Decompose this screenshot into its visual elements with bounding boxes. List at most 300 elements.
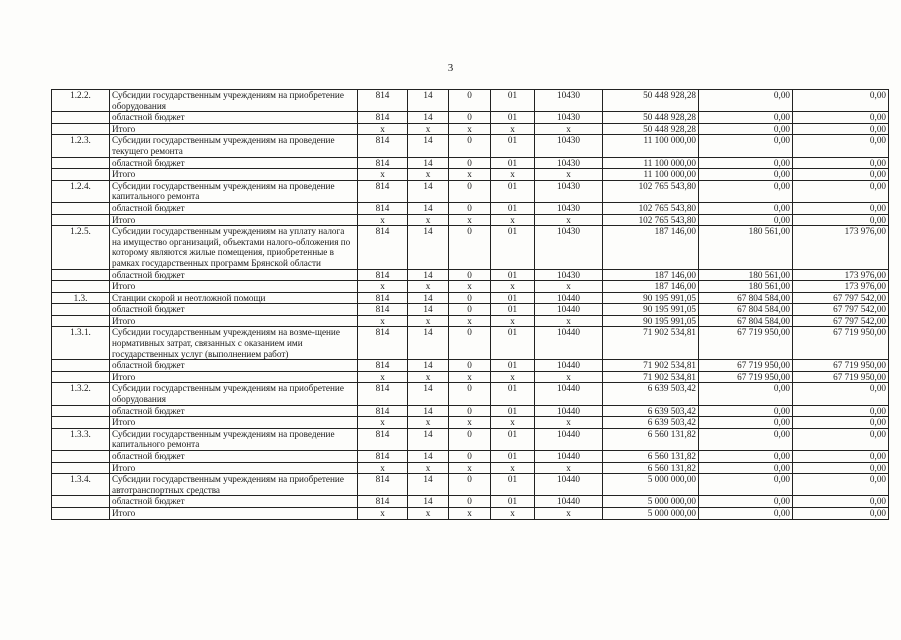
code-program: 0 — [449, 304, 491, 316]
code-admin: x — [358, 507, 408, 519]
page-number: 3 — [447, 62, 454, 74]
code-subprogram: 01 — [491, 135, 535, 157]
row-number — [52, 202, 110, 214]
table-body — [52, 90, 889, 520]
code-admin: 814 — [358, 304, 408, 316]
amount-year-3: 0,00 — [793, 451, 889, 463]
code-subprogram: 01 — [491, 304, 535, 316]
amount-year-1: 102 765 543,80 — [603, 214, 699, 226]
code-program: x — [449, 462, 491, 474]
row-number: 1.3. — [52, 292, 110, 304]
code-direction: 10440 — [535, 405, 603, 417]
table-row — [52, 383, 889, 405]
amount-year-1: 6 639 503,42 — [603, 417, 699, 429]
row-name: Итого — [110, 371, 358, 383]
amount-year-1: 50 448 928,28 — [603, 112, 699, 124]
code-direction: 10430 — [535, 269, 603, 281]
code-direction: x — [535, 169, 603, 181]
amount-year-3: 0,00 — [793, 383, 889, 405]
row-name: Итого — [110, 214, 358, 226]
code-program: 0 — [449, 269, 491, 281]
code-section: 14 — [408, 226, 449, 269]
code-admin: 814 — [358, 383, 408, 405]
amount-year-3: 67 719 950,00 — [793, 360, 889, 372]
code-program: 0 — [449, 474, 491, 496]
code-subprogram: x — [491, 123, 535, 135]
code-direction: 10440 — [535, 327, 603, 360]
amount-year-3: 0,00 — [793, 112, 889, 124]
code-program: 0 — [449, 292, 491, 304]
code-section: 14 — [408, 304, 449, 316]
row-name: Субсидии государственным учреждениям на уплату налога на имущество организаций, объектами налого-обложения по которому являются жилые помещения, приобретенные в рамках государственных программ Брянской области — [110, 226, 358, 269]
row-number — [52, 269, 110, 281]
code-direction: x — [535, 315, 603, 327]
amount-year-1: 5 000 000,00 — [603, 507, 699, 519]
amount-year-2: 180 561,00 — [699, 281, 793, 293]
amount-year-2: 67 804 584,00 — [699, 304, 793, 316]
code-program: x — [449, 281, 491, 293]
code-program: 0 — [449, 405, 491, 417]
code-admin: 814 — [358, 327, 408, 360]
row-number — [52, 360, 110, 372]
amount-year-2: 0,00 — [699, 428, 793, 450]
code-admin: 814 — [358, 180, 408, 202]
amount-year-1: 50 448 928,28 — [603, 90, 699, 112]
code-section: 14 — [408, 90, 449, 112]
amount-year-1: 71 902 534,81 — [603, 327, 699, 360]
code-section: 14 — [408, 405, 449, 417]
row-name: областной бюджет — [110, 269, 358, 281]
amount-year-2: 0,00 — [699, 383, 793, 405]
row-number — [52, 112, 110, 124]
amount-year-1: 5 000 000,00 — [603, 474, 699, 496]
code-subprogram: 01 — [491, 428, 535, 450]
code-section: 14 — [408, 292, 449, 304]
table-row — [52, 371, 889, 383]
code-subprogram: 01 — [491, 90, 535, 112]
code-direction: 10440 — [535, 292, 603, 304]
code-subprogram: 01 — [491, 451, 535, 463]
row-name: Итого — [110, 507, 358, 519]
row-name: Итого — [110, 281, 358, 293]
code-section: 14 — [408, 135, 449, 157]
row-name: Итого — [110, 462, 358, 474]
row-name: областной бюджет — [110, 157, 358, 169]
amount-year-2: 0,00 — [699, 496, 793, 508]
row-number — [52, 315, 110, 327]
code-direction: 10430 — [535, 90, 603, 112]
code-admin: x — [358, 315, 408, 327]
amount-year-1: 11 100 000,00 — [603, 135, 699, 157]
amount-year-2: 67 804 584,00 — [699, 292, 793, 304]
row-number: 1.2.2. — [52, 90, 110, 112]
code-subprogram: x — [491, 462, 535, 474]
code-admin: x — [358, 214, 408, 226]
row-name: Субсидии государственным учреждениям на приобретение оборудования — [110, 383, 358, 405]
code-direction: 10440 — [535, 496, 603, 508]
amount-year-3: 0,00 — [793, 474, 889, 496]
amount-year-1: 90 195 991,05 — [603, 292, 699, 304]
code-program: 0 — [449, 360, 491, 372]
code-admin: 814 — [358, 451, 408, 463]
code-program: x — [449, 371, 491, 383]
amount-year-1: 187 146,00 — [603, 226, 699, 269]
row-name: Субсидии государственным учреждениям на проведение капитального ремонта — [110, 180, 358, 202]
code-program: x — [449, 417, 491, 429]
code-subprogram: 01 — [491, 269, 535, 281]
code-direction: 10440 — [535, 428, 603, 450]
amount-year-1: 71 902 534,81 — [603, 360, 699, 372]
row-name: Субсидии государственным учреждениям на приобретение оборудования — [110, 90, 358, 112]
code-subprogram: 01 — [491, 202, 535, 214]
amount-year-1: 187 146,00 — [603, 281, 699, 293]
row-number — [52, 462, 110, 474]
row-number — [52, 123, 110, 135]
row-number — [52, 371, 110, 383]
code-subprogram: 01 — [491, 327, 535, 360]
code-direction: 10440 — [535, 360, 603, 372]
table-row — [52, 112, 889, 124]
code-admin: 814 — [358, 428, 408, 450]
code-section: x — [408, 417, 449, 429]
amount-year-2: 0,00 — [699, 451, 793, 463]
table-row — [52, 169, 889, 181]
row-name: Субсидии государственным учреждениям на проведение капитального ремонта — [110, 428, 358, 450]
row-number: 1.3.2. — [52, 383, 110, 405]
amount-year-3: 0,00 — [793, 214, 889, 226]
budget-table — [51, 89, 889, 520]
code-subprogram: 01 — [491, 157, 535, 169]
code-subprogram: 01 — [491, 405, 535, 417]
code-section: x — [408, 371, 449, 383]
row-name: областной бюджет — [110, 451, 358, 463]
code-direction: 10430 — [535, 180, 603, 202]
row-number — [52, 507, 110, 519]
code-direction: x — [535, 123, 603, 135]
amount-year-2: 0,00 — [699, 135, 793, 157]
row-name: Станции скорой и неотложной помощи — [110, 292, 358, 304]
amount-year-3: 0,00 — [793, 417, 889, 429]
amount-year-3: 67 797 542,00 — [793, 292, 889, 304]
code-admin: 814 — [358, 496, 408, 508]
amount-year-2: 0,00 — [699, 202, 793, 214]
code-direction: 10440 — [535, 304, 603, 316]
row-number: 1.2.5. — [52, 226, 110, 269]
row-number: 1.2.4. — [52, 180, 110, 202]
amount-year-1: 102 765 543,80 — [603, 202, 699, 214]
amount-year-1: 6 639 503,42 — [603, 405, 699, 417]
code-section: x — [408, 214, 449, 226]
amount-year-2: 0,00 — [699, 169, 793, 181]
code-section: 14 — [408, 157, 449, 169]
row-number — [52, 496, 110, 508]
code-program: 0 — [449, 135, 491, 157]
amount-year-1: 11 100 000,00 — [603, 169, 699, 181]
code-section: 14 — [408, 202, 449, 214]
code-program: 0 — [449, 157, 491, 169]
code-section: 14 — [408, 360, 449, 372]
amount-year-3: 0,00 — [793, 135, 889, 157]
code-program: 0 — [449, 496, 491, 508]
code-program: 0 — [449, 90, 491, 112]
amount-year-2: 0,00 — [699, 474, 793, 496]
amount-year-3: 0,00 — [793, 90, 889, 112]
code-subprogram: x — [491, 169, 535, 181]
table-row — [52, 405, 889, 417]
code-section: 14 — [408, 269, 449, 281]
amount-year-2: 0,00 — [699, 462, 793, 474]
amount-year-3: 0,00 — [793, 180, 889, 202]
code-subprogram: 01 — [491, 496, 535, 508]
code-admin: x — [358, 417, 408, 429]
code-direction: x — [535, 281, 603, 293]
table-row — [52, 315, 889, 327]
row-number — [52, 304, 110, 316]
table-row — [52, 292, 889, 304]
table-row — [52, 214, 889, 226]
code-subprogram: 01 — [491, 226, 535, 269]
amount-year-3: 67 797 542,00 — [793, 315, 889, 327]
code-section: 14 — [408, 451, 449, 463]
code-section: x — [408, 281, 449, 293]
amount-year-1: 5 000 000,00 — [603, 496, 699, 508]
table-row — [52, 417, 889, 429]
row-name: Итого — [110, 315, 358, 327]
code-subprogram: x — [491, 315, 535, 327]
row-number: 1.2.3. — [52, 135, 110, 157]
amount-year-1: 6 560 131,82 — [603, 462, 699, 474]
code-program: x — [449, 169, 491, 181]
code-direction: x — [535, 462, 603, 474]
code-subprogram: x — [491, 371, 535, 383]
row-name: областной бюджет — [110, 496, 358, 508]
amount-year-2: 67 719 950,00 — [699, 327, 793, 360]
code-admin: 814 — [358, 405, 408, 417]
code-subprogram: x — [491, 281, 535, 293]
code-admin: x — [358, 169, 408, 181]
code-direction: 10430 — [535, 157, 603, 169]
code-admin: 814 — [358, 90, 408, 112]
amount-year-2: 67 719 950,00 — [699, 360, 793, 372]
code-section: 14 — [408, 180, 449, 202]
code-admin: 814 — [358, 202, 408, 214]
code-direction: 10440 — [535, 474, 603, 496]
amount-year-2: 0,00 — [699, 214, 793, 226]
table-row — [52, 304, 889, 316]
amount-year-1: 6 560 131,82 — [603, 451, 699, 463]
code-admin: x — [358, 281, 408, 293]
amount-year-3: 67 719 950,00 — [793, 371, 889, 383]
amount-year-3: 0,00 — [793, 123, 889, 135]
row-name: областной бюджет — [110, 202, 358, 214]
code-direction: 10430 — [535, 135, 603, 157]
row-name: областной бюджет — [110, 360, 358, 372]
amount-year-3: 173 976,00 — [793, 269, 889, 281]
code-program: 0 — [449, 383, 491, 405]
amount-year-2: 67 719 950,00 — [699, 371, 793, 383]
amount-year-1: 50 448 928,28 — [603, 123, 699, 135]
table-row — [52, 269, 889, 281]
code-program: 0 — [449, 226, 491, 269]
code-subprogram: x — [491, 507, 535, 519]
code-subprogram: x — [491, 417, 535, 429]
amount-year-2: 0,00 — [699, 157, 793, 169]
amount-year-3: 173 976,00 — [793, 281, 889, 293]
amount-year-1: 11 100 000,00 — [603, 157, 699, 169]
table-row — [52, 428, 889, 450]
code-section: 14 — [408, 474, 449, 496]
table-row — [52, 451, 889, 463]
code-admin: 814 — [358, 112, 408, 124]
code-section: x — [408, 507, 449, 519]
code-direction: 10440 — [535, 451, 603, 463]
code-subprogram: 01 — [491, 360, 535, 372]
code-subprogram: x — [491, 214, 535, 226]
table-row — [52, 157, 889, 169]
code-subprogram: 01 — [491, 474, 535, 496]
code-direction: x — [535, 371, 603, 383]
code-program: 0 — [449, 451, 491, 463]
row-number: 1.3.3. — [52, 428, 110, 450]
code-section: x — [408, 123, 449, 135]
amount-year-2: 180 561,00 — [699, 226, 793, 269]
amount-year-3: 0,00 — [793, 462, 889, 474]
table-row — [52, 202, 889, 214]
code-program: 0 — [449, 112, 491, 124]
row-name: Субсидии государственным учреждениям на возме-щение нормативных затрат, связанных с оказанием ими государственных услуг (выполнением работ) — [110, 327, 358, 360]
code-direction: 10430 — [535, 202, 603, 214]
code-program: 0 — [449, 428, 491, 450]
amount-year-2: 0,00 — [699, 123, 793, 135]
code-program: 0 — [449, 202, 491, 214]
row-name: Субсидии государственным учреждениям на приобретение автотранспортных средства — [110, 474, 358, 496]
table-row — [52, 496, 889, 508]
row-number: 1.3.4. — [52, 474, 110, 496]
code-section: 14 — [408, 428, 449, 450]
code-program: x — [449, 507, 491, 519]
row-number — [52, 281, 110, 293]
row-name: областной бюджет — [110, 405, 358, 417]
amount-year-3: 173 976,00 — [793, 226, 889, 269]
code-admin: 814 — [358, 474, 408, 496]
code-program: 0 — [449, 327, 491, 360]
code-admin: x — [358, 123, 408, 135]
row-number — [52, 157, 110, 169]
code-subprogram: 01 — [491, 112, 535, 124]
code-admin: 814 — [358, 269, 408, 281]
amount-year-3: 0,00 — [793, 496, 889, 508]
table-row — [52, 135, 889, 157]
amount-year-3: 67 719 950,00 — [793, 327, 889, 360]
code-subprogram: 01 — [491, 292, 535, 304]
amount-year-3: 67 797 542,00 — [793, 304, 889, 316]
amount-year-3: 0,00 — [793, 169, 889, 181]
row-name: Итого — [110, 417, 358, 429]
amount-year-1: 6 560 131,82 — [603, 428, 699, 450]
code-program: 0 — [449, 180, 491, 202]
row-number — [52, 214, 110, 226]
table-row — [52, 474, 889, 496]
row-name: Субсидии государственным учреждениям на проведение текущего ремонта — [110, 135, 358, 157]
row-number — [52, 451, 110, 463]
table-row — [52, 123, 889, 135]
code-direction: 10440 — [535, 383, 603, 405]
row-name: областной бюджет — [110, 112, 358, 124]
code-direction: x — [535, 507, 603, 519]
code-admin: 814 — [358, 292, 408, 304]
code-admin: 814 — [358, 157, 408, 169]
amount-year-1: 90 195 991,05 — [603, 315, 699, 327]
amount-year-1: 90 195 991,05 — [603, 304, 699, 316]
amount-year-3: 0,00 — [793, 507, 889, 519]
amount-year-1: 187 146,00 — [603, 269, 699, 281]
code-section: x — [408, 315, 449, 327]
amount-year-3: 0,00 — [793, 428, 889, 450]
table-row — [52, 180, 889, 202]
code-admin: x — [358, 462, 408, 474]
code-program: x — [449, 214, 491, 226]
table-row — [52, 507, 889, 519]
row-number — [52, 169, 110, 181]
code-program: x — [449, 315, 491, 327]
code-subprogram: 01 — [491, 383, 535, 405]
code-direction: x — [535, 417, 603, 429]
code-admin: 814 — [358, 360, 408, 372]
row-number — [52, 417, 110, 429]
amount-year-3: 0,00 — [793, 405, 889, 417]
amount-year-1: 6 639 503,42 — [603, 383, 699, 405]
code-admin: 814 — [358, 135, 408, 157]
code-direction: x — [535, 214, 603, 226]
row-number: 1.3.1. — [52, 327, 110, 360]
code-direction: 10430 — [535, 226, 603, 269]
code-direction: 10430 — [535, 112, 603, 124]
code-section: x — [408, 462, 449, 474]
amount-year-2: 67 804 584,00 — [699, 315, 793, 327]
code-section: 14 — [408, 327, 449, 360]
table-row — [52, 327, 889, 360]
row-number — [52, 405, 110, 417]
amount-year-1: 102 765 543,80 — [603, 180, 699, 202]
table-row — [52, 281, 889, 293]
amount-year-2: 0,00 — [699, 112, 793, 124]
table-row — [52, 226, 889, 269]
code-subprogram: 01 — [491, 180, 535, 202]
amount-year-2: 0,00 — [699, 405, 793, 417]
amount-year-3: 0,00 — [793, 202, 889, 214]
code-section: 14 — [408, 112, 449, 124]
code-section: 14 — [408, 496, 449, 508]
amount-year-2: 0,00 — [699, 507, 793, 519]
amount-year-2: 0,00 — [699, 90, 793, 112]
table-row — [52, 90, 889, 112]
amount-year-1: 71 902 534,81 — [603, 371, 699, 383]
amount-year-2: 0,00 — [699, 180, 793, 202]
amount-year-2: 180 561,00 — [699, 269, 793, 281]
table-row — [52, 360, 889, 372]
amount-year-3: 0,00 — [793, 157, 889, 169]
code-section: 14 — [408, 383, 449, 405]
code-admin: 814 — [358, 226, 408, 269]
table-row — [52, 462, 889, 474]
row-name: областной бюджет — [110, 304, 358, 316]
code-admin: x — [358, 371, 408, 383]
row-name: Итого — [110, 169, 358, 181]
code-program: x — [449, 123, 491, 135]
code-section: x — [408, 169, 449, 181]
amount-year-2: 0,00 — [699, 417, 793, 429]
row-name: Итого — [110, 123, 358, 135]
